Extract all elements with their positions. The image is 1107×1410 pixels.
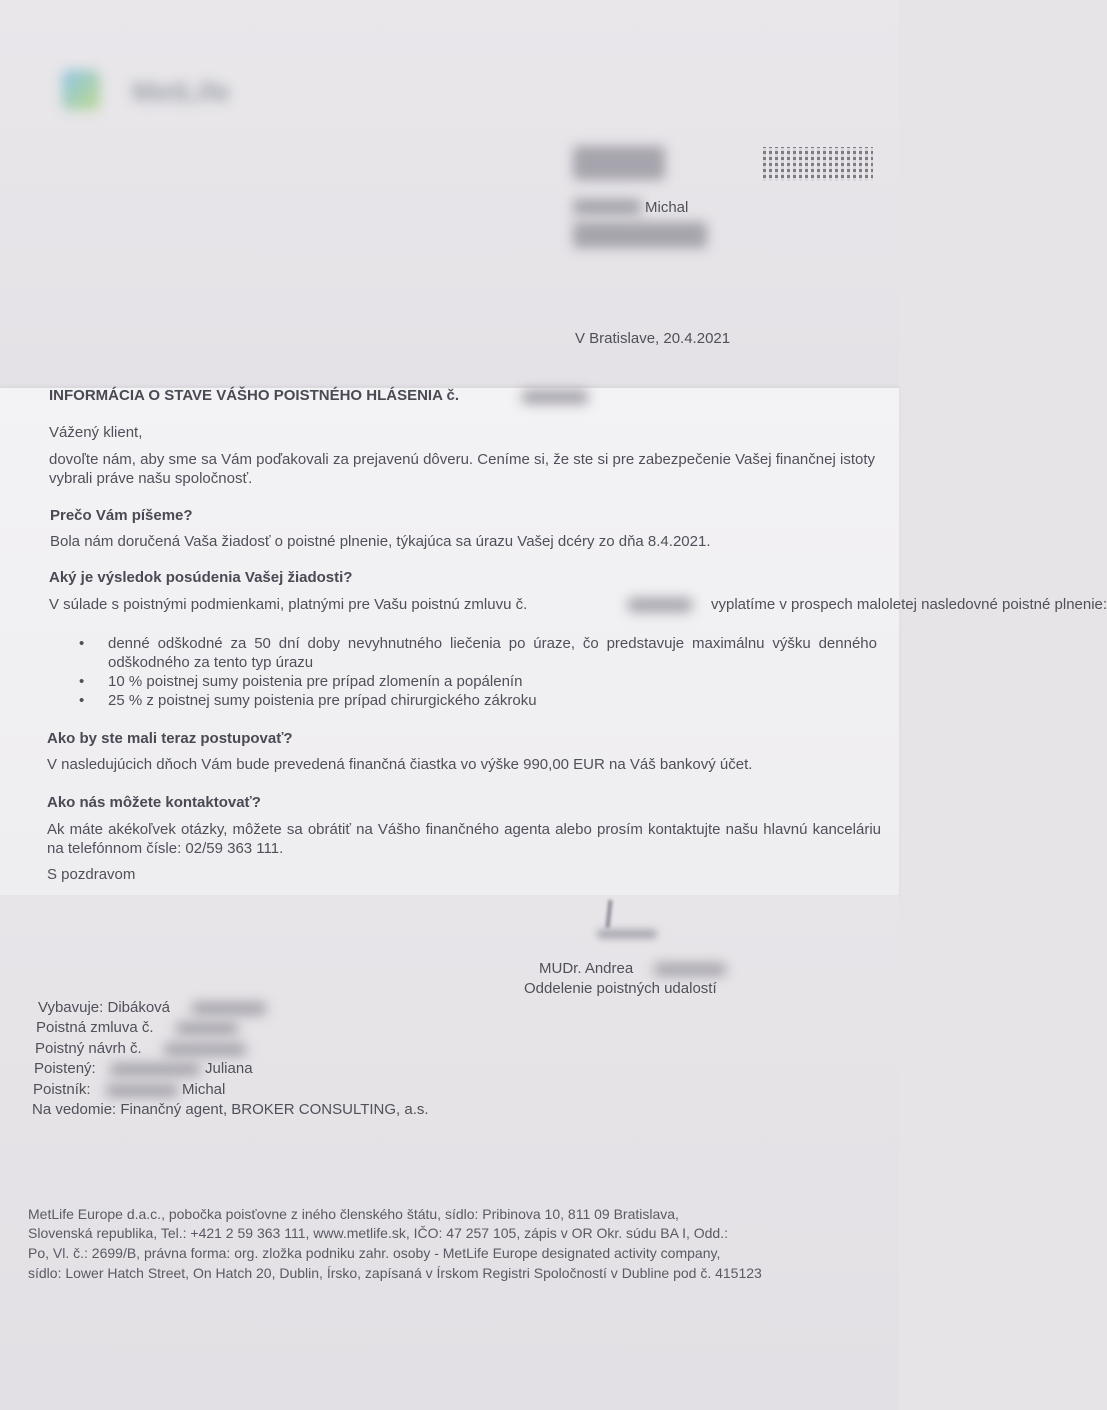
redacted-contract-number — [176, 1022, 238, 1035]
footer-line: Slovenská republika, Tel.: +421 2 59 363 111, www.metlife.sk, IČO: 47 257 105, zápis v OR Okr. súdu BA I, Odd.: — [28, 1225, 728, 1241]
redacted-surname — [192, 1002, 266, 1015]
bullet-marker: • — [79, 635, 85, 652]
letter-subject: INFORMÁCIA O STAVE VÁŠHO POISTNÉHO HLÁSENIA č. — [49, 387, 460, 404]
policyholder-label: Poistník: — [33, 1081, 91, 1098]
section-heading: Ako nás môžete kontaktovať? — [47, 794, 261, 811]
policyholder-name: Michal — [182, 1081, 226, 1098]
section-heading: Prečo Vám píšeme? — [50, 507, 193, 524]
cc-line: Na vedomie: Finančný agent, BROKER CONSULTING, a.s. — [32, 1101, 429, 1118]
footer-line: sídlo: Lower Hatch Street, On Hatch 20, Dublin, Írsko, zapísaná v Írskom Registri Spoločností v Dubline pod č. 415123 — [28, 1265, 762, 1281]
signatory-name: MUDr. Andrea — [539, 960, 634, 977]
signature — [597, 900, 667, 942]
section-text-cont: vyplatíme v prospech maloletej nasledovné poistné plnenie: — [711, 596, 1107, 613]
section-text: Bola nám doručená Vaša žiadosť o poistné plnenie, týkajúca sa úrazu Vašej dcéry zo dňa 8.4.2021. — [50, 533, 711, 550]
insured-label: Poistený: — [34, 1060, 96, 1077]
footer-line: MetLife Europe d.a.c., pobočka poisťovne z iného členského štátu, sídlo: Pribinova 10, 811 09 Bratislava, — [28, 1206, 679, 1222]
bullet-marker: • — [79, 692, 85, 709]
recipient-first-name: Michal — [645, 199, 689, 216]
list-item-text: 25 % z poistnej sumy poistenia pre prípad chirurgického zákroku — [108, 692, 537, 709]
proposal-label: Poistný návrh č. — [35, 1040, 142, 1057]
list-item-text: 10 % poistnej sumy poistenia pre prípad zlomenín a popálenín — [108, 673, 523, 690]
redacted-address-line — [573, 146, 665, 180]
qr-code-icon — [763, 147, 873, 181]
bullet-marker: • — [79, 673, 85, 690]
insured-name: Juliana — [205, 1060, 253, 1077]
section-text: V nasledujúcich dňoch Vám bude prevedená finančná čiastka vo výške 990,00 EUR na Váš bankový účet. — [47, 756, 753, 773]
redacted-address-line — [573, 222, 707, 248]
redacted-surname — [573, 199, 641, 215]
intro-paragraph: dovoľte nám, aby sme sa Vám poďakovali za prejavenú dôveru. Ceníme si, že ste si pre zabezpečenie Vašej finančnej istoty vybrali práve našu spoločnosť. — [49, 451, 875, 487]
company-logo: MetLife — [132, 76, 230, 107]
contract-label: Poistná zmluva č. — [36, 1019, 154, 1036]
place-date: V Bratislave, 20.4.2021 — [575, 330, 731, 347]
letter-header-area — [0, 0, 899, 392]
redacted-contract-number — [628, 598, 692, 612]
redacted-signatory-surname — [654, 963, 726, 976]
section-heading: Aký je výsledok posúdenia Vašej žiadosti? — [49, 569, 353, 586]
redacted-surname — [106, 1084, 178, 1097]
footer-line: Po, Vl. č.: 2699/B, právna forma: org. zložka podniku zahr. osoby - MetLife Europe designated activity company, — [28, 1245, 721, 1261]
letter-footer-area — [0, 895, 899, 1410]
redacted-surname — [110, 1063, 200, 1076]
redacted-proposal-number — [164, 1043, 246, 1056]
redacted-claim-number — [522, 390, 588, 404]
closing: S pozdravom — [47, 866, 136, 883]
section-text: V súlade s poistnými podmienkami, platnými pre Vašu poistnú zmluvu č. — [49, 596, 528, 613]
section-text: Ak máte akékoľvek otázky, môžete sa obrátiť na Vášho finančného agenta alebo prosím kontaktujte našu hlavnú kanceláriu na telefónnom čísle: 02/59 363 111. — [47, 821, 881, 857]
company-logo-icon — [62, 70, 100, 110]
section-heading: Ako by ste mali teraz postupovať? — [47, 730, 293, 747]
signatory-department: Oddelenie poistných udalostí — [524, 980, 717, 997]
handled-by: Vybavuje: Dibáková — [38, 999, 171, 1016]
list-item-text: denné odškodné za 50 dní doby nevyhnutného liečenia po úraze, čo predstavuje maximálnu výšku denného odškodného za tento typ úrazu — [108, 635, 877, 671]
greeting: Vážený klient, — [49, 424, 143, 441]
